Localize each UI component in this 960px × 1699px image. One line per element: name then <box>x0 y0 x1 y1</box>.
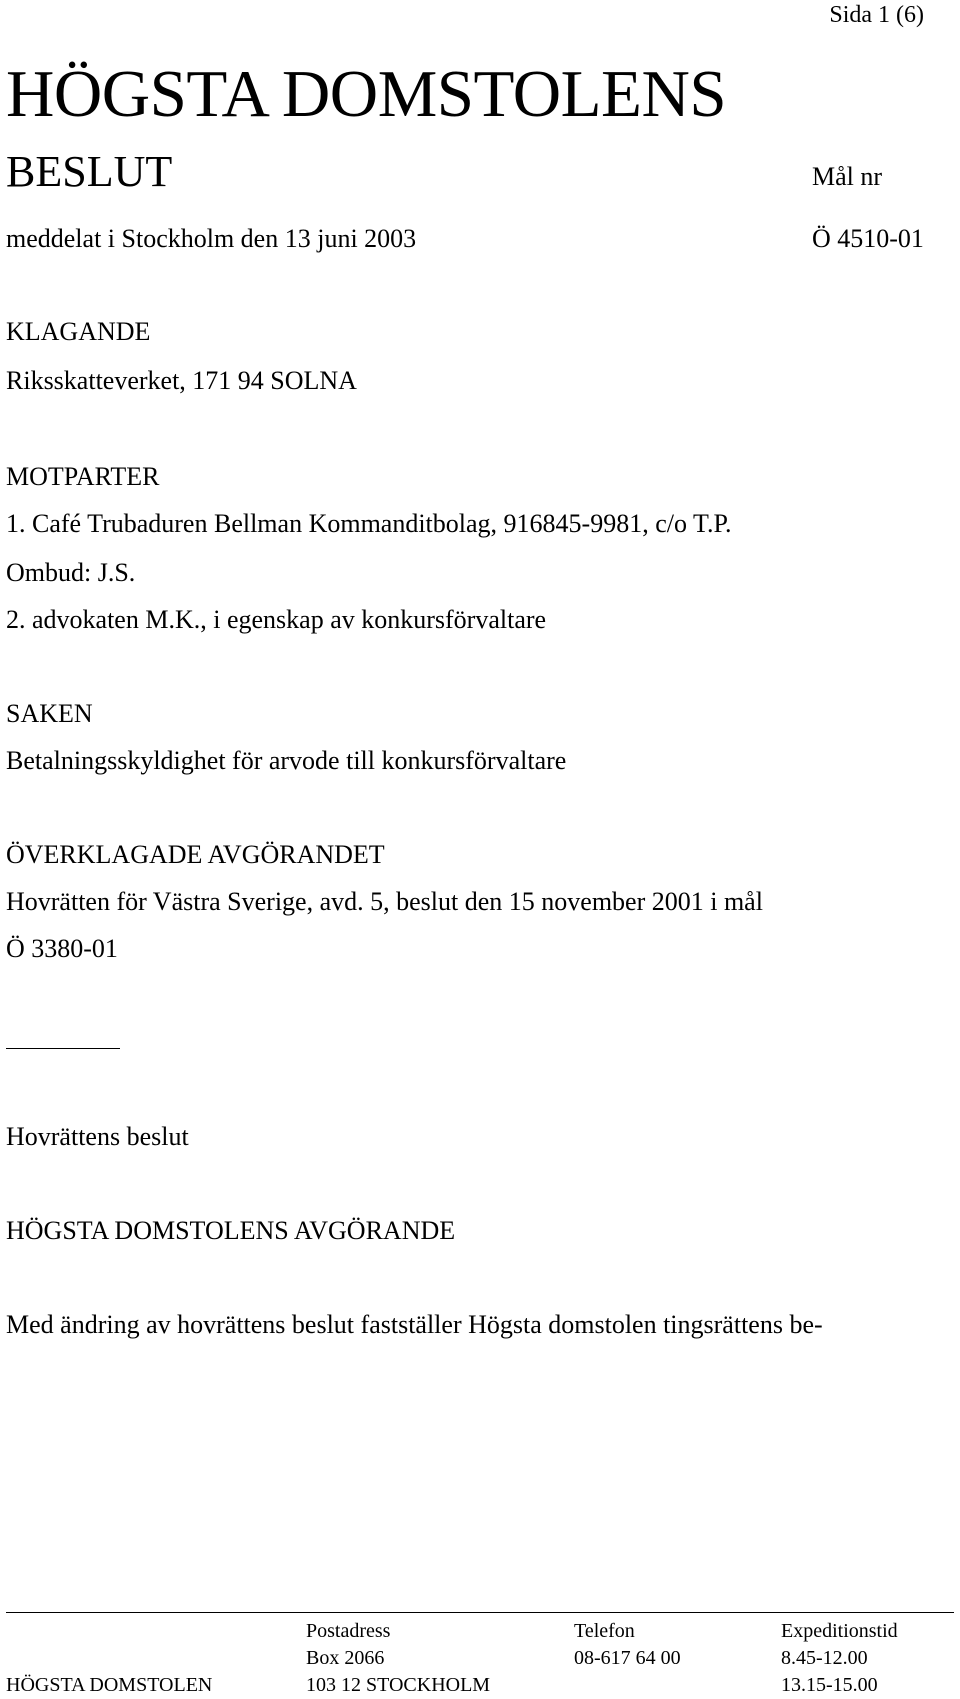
decision-heading: HÖGSTA DOMSTOLENS AVGÖRANDE <box>6 1216 456 1245</box>
matter-heading: SAKEN <box>6 699 93 728</box>
appealed-heading: ÖVERKLAGADE AVGÖRANDET <box>6 840 385 869</box>
case-number-label: Mål nr <box>812 162 883 191</box>
matter-text: Betalningsskyldighet för arvode till konkursförvaltare <box>6 746 567 775</box>
footer-postal-header: Postadress <box>306 1620 391 1642</box>
appealed-line-1: Hovrätten för Västra Sverige, avd. 5, beslut den 15 november 2001 i mål <box>6 887 763 916</box>
footer-hours-1: 8.45-12.00 <box>781 1647 868 1669</box>
footer-org: HÖGSTA DOMSTOLEN <box>6 1674 213 1696</box>
footer-row-3 <box>6 1672 954 1699</box>
section-divider <box>6 1048 120 1049</box>
respondent-1-counsel: Ombud: J.S. <box>6 558 136 587</box>
respondents-heading: MOTPARTER <box>6 462 160 491</box>
footer <box>6 1618 954 1699</box>
footer-row-2 <box>6 1645 954 1672</box>
appealed-line-2: Ö 3380-01 <box>6 934 118 963</box>
case-number: Ö 4510-01 <box>812 224 924 253</box>
footer-phone: 08-617 64 00 <box>574 1647 681 1669</box>
footer-hours-header: Expeditionstid <box>781 1620 898 1642</box>
decision-text: Med ändring av hovrättens beslut fastställer Högsta domstolen tingsrättens be- <box>6 1310 823 1339</box>
appellant: Riksskatteverket, 171 94 SOLNA <box>6 366 357 395</box>
footer-rule <box>6 1612 954 1613</box>
hovratt-heading: Hovrättens beslut <box>6 1122 189 1151</box>
respondent-1: 1. Café Trubaduren Bellman Kommanditbolag, 916845-9981, c/o T.P. <box>6 509 732 538</box>
footer-hours-2: 13.15-15.00 <box>781 1674 878 1696</box>
respondent-2: 2. advokaten M.K., i egenskap av konkursförvaltare <box>6 605 547 634</box>
footer-phone-header: Telefon <box>574 1620 635 1642</box>
footer-city: 103 12 STOCKHOLM <box>306 1674 491 1696</box>
footer-row-headers <box>6 1618 954 1645</box>
court-title: HÖGSTA DOMSTOLENS <box>6 57 727 131</box>
document-type: BESLUT <box>6 147 173 196</box>
footer-box: Box 2066 <box>306 1647 385 1669</box>
issued-line: meddelat i Stockholm den 13 juni 2003 <box>6 224 417 253</box>
appellant-heading: KLAGANDE <box>6 317 151 346</box>
page-number: Sida 1 (6) <box>829 2 924 28</box>
